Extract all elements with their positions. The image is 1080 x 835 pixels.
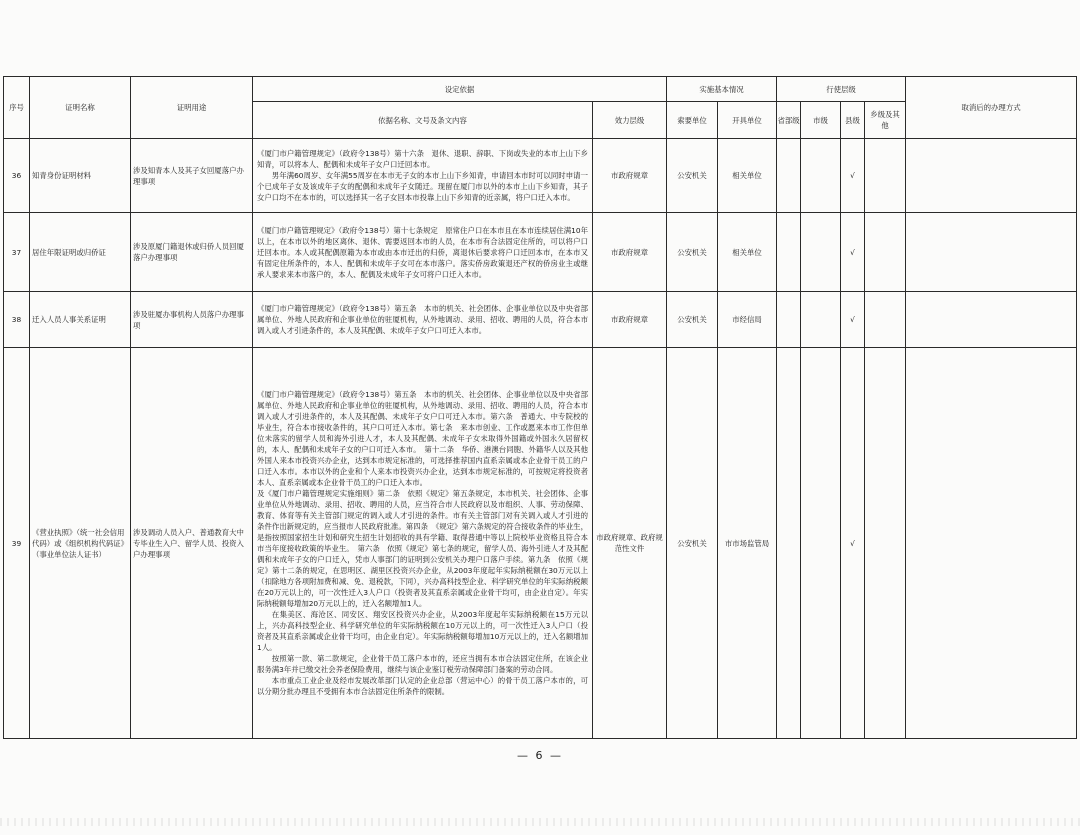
row-town-level	[865, 213, 906, 292]
scan-edge-noise	[0, 818, 1080, 826]
header-implementation-group: 实施基本情况	[667, 77, 777, 102]
row-seq: 38	[4, 292, 30, 348]
table-row	[4, 292, 1077, 348]
header-cert-name: 证明名称	[30, 77, 131, 139]
header-province-level: 省部级	[777, 102, 801, 139]
table-row	[4, 213, 1077, 292]
row-after-cancel	[906, 139, 1077, 213]
header-effect-level: 效力层级	[593, 102, 667, 139]
table-row	[4, 348, 1077, 739]
row-demand-unit: 公安机关	[667, 213, 718, 292]
header-town-level: 乡级及其他	[865, 102, 906, 139]
row-after-cancel	[906, 213, 1077, 292]
row-city-level	[801, 292, 841, 348]
page-number: — 6 —	[517, 749, 563, 762]
row-county-level-check: √	[841, 348, 865, 739]
row-demand-unit: 公安机关	[667, 348, 718, 739]
row-city-level	[801, 213, 841, 292]
basis-paragraph: 在集美区、海沧区、同安区、翔安区投资兴办企业，从2003年度起年实际纳税额在15万元以上，兴办高科技型企业、科学研究单位的年实际纳税额在10万元以上的，可一次性迁入3人户口（投资者及其直系亲属或企业骨干均可，由企业自定）。年实际纳税额每增加10万元以上的，迁入名额增加1人。	[257, 610, 588, 652]
row-demand-unit: 公安机关	[667, 292, 718, 348]
header-after-cancel: 取消后的办理方式	[906, 77, 1077, 139]
header-demand-unit: 索要单位	[667, 102, 718, 139]
header-basis-group: 设定依据	[253, 77, 667, 102]
row-effect-level: 市政府规章	[593, 213, 667, 292]
row-seq: 36	[4, 139, 30, 213]
row-cert-name: 迁入人员人事关系证明	[30, 292, 131, 348]
row-cert-purpose: 涉及原厦门籍退休或归侨人员回厦落户办理事项	[131, 213, 253, 292]
row-cert-purpose: 涉及调动人员入户、普通教育大中专毕业生入户、留学人员、投资入户办理事项	[131, 348, 253, 739]
row-after-cancel	[906, 292, 1077, 348]
row-town-level	[865, 139, 906, 213]
row-county-level-check: √	[841, 292, 865, 348]
row-cert-name: 知青身份证明材料	[30, 139, 131, 213]
header-cert-purpose: 证明用途	[131, 77, 253, 139]
basis-paragraph: 《厦门市户籍管理规定》（政府令138号）第五条 本市的机关、社会团体、企事业单位以及中央省部属单位、外地人民政府和企事业单位的驻厦机构，从外地调动、录用、招收、聘用的人员，符合本市调入或人才引进条件的，本人及其配偶、未成年子女户口可迁入本市。第六条 普通大、中专院校的毕业生，符合本市接收条件的，其户口可迁入本市。第七条 来本市创业、工作或愿来本市工作但单位未落实的留学人员和海外引进人才，本人及其配偶、未成年子女未取得外国籍或外国永久居留权的，本人、配偶和未成年子女的户口可迁入本市。 第十二条 华侨、港澳台同胞、外籍华人以及其他外国人来本市投资兴办企业，达到本市规定标准的，可选择推荐国内直系亲属或本企业骨干员工的户口迁入本市。本市以外的企业和个人来本市投资兴办企业，达到本市规定标准的，可按规定将投资者本人、直系亲属或本企业骨干员工的户口迁入本市。	[257, 390, 588, 487]
header-basis-text: 依据名称、文号及条文内容	[253, 102, 593, 139]
row-cert-name: 居住年限证明或归侨证	[30, 213, 131, 292]
certificate-table	[3, 76, 1077, 739]
row-effect-level: 市政府规章、政府规范性文件	[593, 348, 667, 739]
row-issue-unit: 市经信局	[718, 292, 777, 348]
header-city-level: 市级	[801, 102, 841, 139]
header-county-level: 县级	[841, 102, 865, 139]
row-province-level	[777, 213, 801, 292]
row-seq: 39	[4, 348, 30, 739]
row-province-level	[777, 139, 801, 213]
row-cert-name: 《营业执照》（统一社会信用代码）或《组织机构代码证》（事业单位法人证书）	[30, 348, 131, 739]
row-effect-level: 市政府规章	[593, 292, 667, 348]
row-county-level-check: √	[841, 139, 865, 213]
row-town-level	[865, 292, 906, 348]
row-demand-unit: 公安机关	[667, 139, 718, 213]
row-city-level	[801, 139, 841, 213]
row-basis-text	[253, 348, 593, 739]
row-cert-purpose: 涉及知青本人及其子女回厦落户办理事项	[131, 139, 253, 213]
row-basis-text	[253, 213, 593, 292]
row-province-level	[777, 292, 801, 348]
basis-paragraph: 《厦门市户籍管理规定》（政府令138号）第十七条规定 原常住户口在本市且在本市连续居住满10年以上，在本市以外的地区离休、退休、需要返回本市的人员，在本市有合法固定住所的，可以将户口迁回本市。本人或其配偶原籍为本市或由本市迁出的归侨，离退休后要求将户口迁回本市，在本市又有固定住所条件的，本人、配偶和未成年子女可在本市落户。落实侨房政策退还产权的侨房业主或继承人要求来本市落户的，本人、配偶及未成年子女可将户口迁入本市。	[257, 225, 588, 279]
row-after-cancel	[906, 348, 1077, 739]
row-county-level-check: √	[841, 213, 865, 292]
header-exercise-level-group: 行使层级	[777, 77, 906, 102]
basis-paragraph: 及《厦门市户籍管理规定实施细则》第二条 依照《规定》第五条规定，本市机关、社会团体、企事业单位从外地调动、录用、招收、聘用的人员，应当符合市人民政府以及市组织、人事、劳动保障、教育、体育等有关主管部门规定的调入或人才引进的条件。市有关主管部门对有关调入或人才引进的条件作出新规定的，应当报市人民政府批准。第四条 《规定》第六条规定的符合接收条件的毕业生，是指按照国家招生计划和研究生招生计划招收的具有学籍、取得普通中等以上院校毕业资格且符合本市当年度接收政策的毕业生。 第六条 依照《规定》第七条的规定，留学人员、海外引进人才及其配偶和未成年子女的户口迁入，凭市人事部门的证明到公安机关办理户口落户手续。第九条 依照《规定》第十二条的规定，在思明区、湖里区投资兴办企业，从2003年度起年实际纳税额在30万元以上（扣除地方各项附加费和减、免、退税款，下同），兴办高科技型企业、科学研究单位的年实际纳税额在20万元以上的，可一次性迁入3人户口（投资者及其直系亲属或企业骨干均可，由企业自定）。年实际纳税额每增加20万元以上的，迁入名额增加1人。	[257, 489, 588, 608]
row-basis-text	[253, 292, 593, 348]
header-seq: 序号	[4, 77, 30, 139]
basis-paragraph: 本市重点工业企业及经市发展改革部门认定的企业总部（营运中心）的骨干员工落户本市的，可以分期分批办理且不受拥有本市合法固定住所条件的限制。	[257, 676, 588, 696]
row-effect-level: 市政府规章	[593, 139, 667, 213]
basis-paragraph: 按照第一款、第二款规定，企业骨干员工落户本市的，还应当拥有本市合法固定住所，在该企业服务满3年并已缴交社会养老保险费用，继续与该企业鉴订税劳动保障部门备案的劳动合同。	[257, 654, 588, 674]
table-row	[4, 139, 1077, 213]
basis-paragraph: 男年满60周岁、女年满55周岁在本市无子女的本市上山下乡知青，申请回本市时可以同时申请一个已成年子女及该成年子女的配偶和未成年子女随迁。现留在厦门市以外的本市上山下乡知青，其子女户口均不在本市的，可以选择其一名子女回本市投靠上山下乡知青的近亲属，将户口迁入本市。	[257, 171, 588, 202]
row-cert-purpose: 涉及驻厦办事机构人员落户办理事项	[131, 292, 253, 348]
row-basis-text	[253, 139, 593, 213]
row-issue-unit: 相关单位	[718, 139, 777, 213]
row-seq: 37	[4, 213, 30, 292]
basis-paragraph: 《厦门市户籍管理规定》（政府令138号）第十六条 退休、退职、辞职、下岗或失业的本市上山下乡知青，可以将本人、配偶和未成年子女户口迁回本市。	[257, 149, 588, 169]
row-province-level	[777, 348, 801, 739]
basis-paragraph: 《厦门市户籍管理规定》（政府令138号）第五条 本市的机关、社会团体、企事业单位以及中央省部属单位、外地人民政府和企事业单位的驻厦机构，从外地调动、录用、招收、聘用的人员，符合本市调入或人才引进条件的，本人及其配偶、未成年子女户口可迁入本市。	[257, 304, 588, 335]
header-issue-unit: 开具单位	[718, 102, 777, 139]
row-town-level	[865, 348, 906, 739]
row-city-level	[801, 348, 841, 739]
row-issue-unit: 市市场监管局	[718, 348, 777, 739]
row-issue-unit: 相关单位	[718, 213, 777, 292]
